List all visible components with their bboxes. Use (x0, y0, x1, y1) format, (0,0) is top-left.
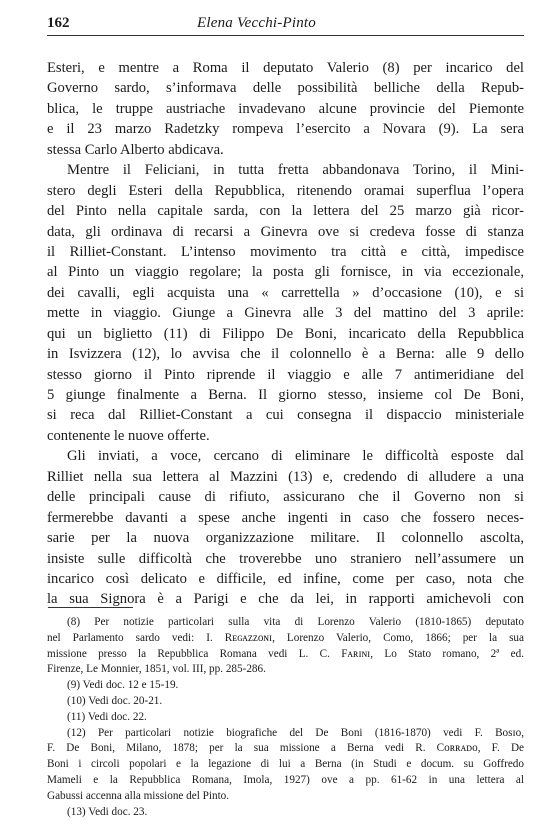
body-line: incarico così delicato e difficile, ed infine, come per caso, nota che (47, 570, 524, 587)
body-line: Mentre il Feliciani, in tutta fretta abbandonava Torino, il Mini- (67, 162, 524, 179)
body-line: sarie per la nuova organizzazione militare. Il colonnello ascolta, (47, 530, 524, 547)
body-text (47, 58, 524, 610)
body-line: Rilliet nella sua lettera al Mazzini (13) e, credendo di alludere a una (47, 468, 524, 485)
page-header (47, 15, 524, 36)
body-line: stero degli Esteri della Repubblica, ritenendo oramai superflua l’opera (47, 182, 524, 199)
footnote-line: F. De Boni, Milano, 1878; per la sua missione a Berna vedi R. Cᴏʀʀᴀᴅᴏ, F. De (47, 742, 524, 755)
footnote-line: Boni i circoli popolari e la legazione di lui a Berna (in Studi e docum. su Goffredo (47, 758, 524, 771)
footnote-line: (13) Vedi doc. 23. (67, 805, 148, 818)
footnote-line: (12) Per particolari notizie biografiche del De Boni (1816-1870) vedi F. Bᴏsɪᴏ, (67, 726, 524, 739)
footnote-line: (11) Vedi doc. 22. (67, 710, 147, 723)
footnote-line: Firenze, Le Monnier, 1851, vol. III, pp. 285-286. (47, 663, 266, 676)
body-line: e il 23 marzo Radetzky rompeva l’esercito a Novara (9). La sera (47, 121, 524, 138)
body-line: stessa Carlo Alberto abdicava. (47, 141, 224, 158)
footnotes (47, 615, 524, 820)
running-head: Elena Vecchi-Pinto (197, 15, 316, 31)
footnote-line: Mameli e la Repubblica Romana, Imola, 1927) ove a pp. 61-62 in una lettera al (47, 773, 524, 786)
footnote-line: nel Parlamento sardo vedi: I. Rᴇɢᴀᴢᴢᴏɴɪ, Lorenzo Valerio, Como, 1866; per la sua (47, 631, 524, 644)
body-line: blica, le truppe austriache invadevano alcune provincie del Piemonte (47, 100, 524, 117)
body-line: al Pinto un viaggio regolare; la posta gli fornisce, in via eccezionale, (47, 264, 524, 281)
footnote-line: (8) Per notizie particolari sulla vita di Lorenzo Valerio (1810-1865) deputato (67, 616, 524, 628)
body-line: fermerebbe davanti a spese anche ingenti in caso che fossero neces- (47, 509, 524, 526)
body-line: dei cavalli, egli acquista una « carrettella » d’occasione (10), e si (47, 284, 524, 301)
body-line: Esteri, e mentre a Roma il deputato Valerio (8) per incarico del (47, 60, 524, 76)
footnote-line: missione presso la Repubblica Romana vedi L. C. Fᴀʀɪɴɪ, Lo Stato romano, 2ª ed. (47, 647, 524, 660)
body-line: la sua Signora è a Parigi e che da lei, in rapporti amichevoli con (47, 591, 524, 608)
body-line: 5 giunge finalmente a Berna. Il giorno stesso, insieme col De Boni, (47, 387, 524, 403)
body-line: qui un biglietto (11) di Filippo De Boni, incaricato della Repubblica (47, 325, 524, 342)
body-line: Governo sardo, s’informava delle possibilità belliche della Repub- (47, 80, 524, 97)
body-line: il Rilliet-Constant. L’intenso movimento tra città e città, impedisce (47, 243, 524, 260)
footnote-line: Gabussi accenna alla missione del Pinto. (47, 789, 230, 802)
body-line: Gli inviati, a voce, cercano di eliminare le difficoltà esposte dal (67, 448, 524, 465)
footnote-line: (10) Vedi doc. 20-21. (67, 694, 163, 707)
footnote-rule (48, 607, 133, 608)
body-line: si reca dal Rilliet-Constant a cui consegna il dispaccio ministeriale (47, 407, 524, 424)
footnote-line: (9) Vedi doc. 12 e 15-19. (67, 679, 179, 692)
body-line: contenente le nuove offerte. (47, 427, 210, 444)
body-line: in Isvizzera (12), lo avvisa che il colonnello è a Berna: alle 9 dello (47, 346, 524, 363)
body-line: stesso giorno il Pinto riprende il viaggio e alle 7 antimeridiane del (47, 366, 524, 383)
body-line: data, gli ordinava di recarsi a Ginevra ove si credeva fosse di stanza (47, 223, 524, 240)
body-line: insiste sulle difficoltà che troverebbe uno straniero nell’assumere un (47, 550, 524, 567)
body-line: delle principali cause di rifiuto, assicurano che il Governo non si (47, 489, 524, 506)
body-line: del Pinto nella capitale sarda, con la lettera del 25 marzo già ricor- (47, 203, 524, 220)
body-line: mette in viaggio. Giunge a Ginevra alle 3 del mattino del 3 aprile: (47, 305, 524, 322)
page-number: 162 (47, 15, 70, 31)
